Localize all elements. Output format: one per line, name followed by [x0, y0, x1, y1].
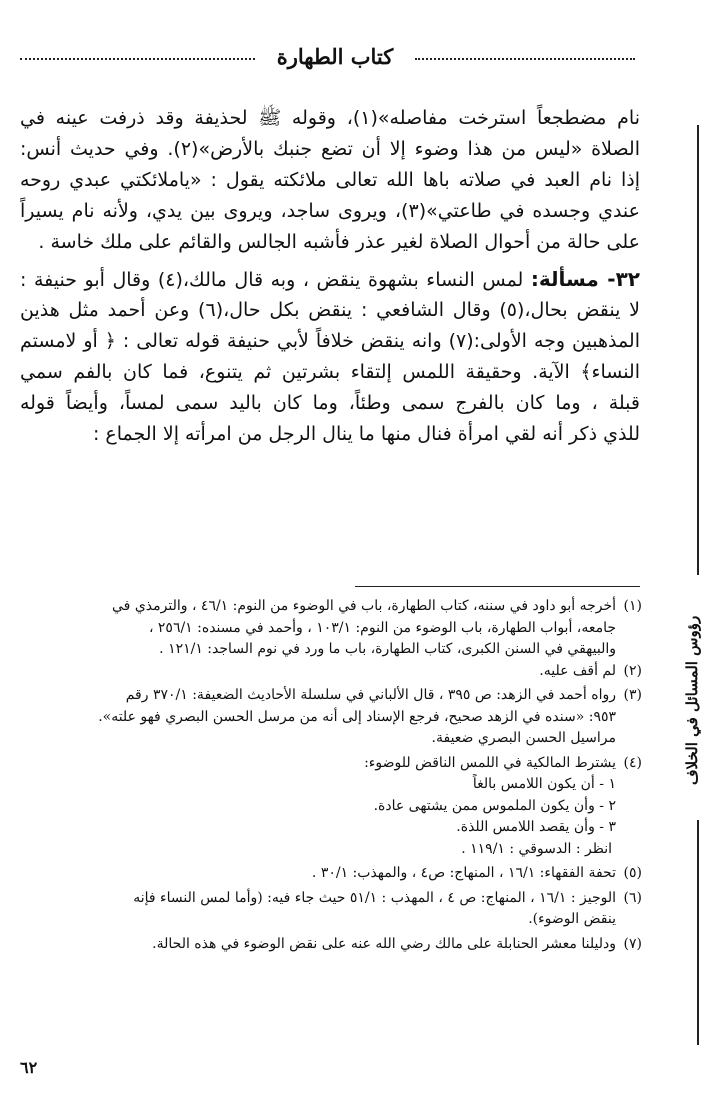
issue-label: ٣٢- مسألة: [530, 267, 640, 291]
footnote-text: يشترط المالكية في اللمس الناقض للوضوء: [364, 754, 616, 771]
footnote-4-condition: ١ - أن يكون اللامس بالغاً [472, 776, 616, 792]
footnote-1-cont: والبيهقي في السنن الكبرى، كتاب الطهارة، باب ما ورد في نوم الساجد: ١٢١/١ . [159, 641, 616, 657]
text-line: للذي ذكر أنه لقي امرأة فنال منها ما ينال الرجل من امرأته إلا الجماع : [92, 423, 640, 445]
side-book-title: رؤوس المسائل في الخلاف [683, 615, 701, 785]
footnote-1-cont: جامعه، أبواب الطهارة، باب الوضوء من النوم: ١٠٣/١ ، وأحمد في مسنده: ٢٥٦/١ ، [148, 619, 616, 636]
footnote-6-cont: ينقض الوضوء). [528, 911, 616, 927]
text-line: قبلة ، وما كان بالفرج سمى وطئاً، وما كان باليد سمى لمساً، وأيضاً قوله [20, 392, 640, 414]
side-rule-top [697, 125, 699, 575]
header-rule-left [20, 58, 255, 60]
issue-heading-line [20, 264, 640, 295]
footnote-number: (٢) [623, 662, 642, 679]
footnote-4-condition: ٢ - وأن يكون الملموس ممن يشتهى عادة. [373, 797, 616, 814]
side-rule-bottom [697, 820, 699, 1045]
text-line: إذا نام العبد في صلاته باها الله تعالى ملائكته يقول : «ياملائكتي عبدي روحه [20, 169, 640, 191]
footnote-3-cont: مراسيل الحسن البصري ضعيفة. [431, 730, 616, 746]
footnote-number: (٤) [623, 754, 642, 771]
footnote-number: (٣) [623, 687, 642, 703]
running-header-title: كتاب الطهارة [276, 44, 394, 69]
footnote-6 [20, 888, 642, 910]
footnote-text: أخرجه أبو داود في سننه، كتاب الطهارة، باب في الوضوء من النوم: ٤٦/١ ، والترمذي في [112, 598, 616, 614]
footnote-7 [20, 934, 642, 956]
footnote-4-condition: ٣ - وأن يقصد اللامس اللذة. [456, 819, 616, 835]
text-line: على حالة من أحوال الصلاة لغير عذر فأشبه الجالس والقائم على ملك خاسة . [38, 231, 640, 253]
header-rule-right [415, 58, 635, 60]
page-number: ٦٢ [20, 1058, 38, 1077]
footnote-3-cont: ٩٥٣: «سنده في الزهد صحيح، فرجع الإسناد إلى أنه من مرسل الحسن البصري فهو علته». [98, 708, 616, 725]
footnote-separator [355, 586, 640, 587]
footnote-text: رواه أحمد في الزهد: ص ٣٩٥ ، قال الألباني في سلسلة الأحاديث الضعيفة: ٣٧٠/١ رقم [125, 687, 616, 703]
footnote-text: الوجيز : ١٦/١ ، المنهاج: ص ٤ ، المهذب : ٥١/١ حيث جاء فيه: (وأما لمس النساء فإنه [133, 889, 616, 906]
text-line: النساء﴾ الآية. وحقيقة اللمس إلتقاء بشرتين ثم يتنوع، فما كان بالفم سمي [20, 361, 640, 383]
text-line: لا ينقض بحال،(٥) وقال الشافعي : ينقض بكل حال،(٦) وعن أحمد مثل هذين [20, 299, 640, 321]
text-line: نام مضطجعاً استرخت مفاصله»(١)، وقوله ﷺ لحذيفة وقد ذرفت عينه في [20, 107, 640, 129]
text-line: المذهبين وجه الأولى:(٧) وانه ينقض خلافاً لأبي حنيفة قوله تعالى : ﴿ أو لامستم [20, 330, 640, 352]
footnote-number: (٧) [623, 935, 642, 952]
footnote-5 [20, 863, 642, 885]
footnote-number: (٦) [623, 889, 642, 906]
text-line: عندي وجسده في طاعتي»(٣)، ويروى ساجد، ويروى بين يدي، ولأنه نام يسيراً [20, 200, 640, 222]
footnote-1 [20, 596, 642, 618]
issue-first-text: لمس النساء بشهوة ينقض ، وبه قال مالك،(٤) وقال أبو حنيفة : [20, 269, 524, 291]
footnote-2 [20, 661, 642, 683]
main-text [20, 103, 640, 450]
text-line: الصلاة «ليس من هذا وضوء إلا أن تضع جنبك بالأرض»(٢). وفي حديث أنس: [20, 138, 640, 160]
footnotes [20, 596, 642, 955]
footnote-text: لم أقف عليه. [539, 662, 616, 679]
footnote-4-reference: انظر : الدسوقي : ١١٩/١ . [461, 840, 612, 857]
footnote-number: (١) [623, 598, 642, 614]
footnote-number: (٥) [623, 865, 642, 881]
footnote-4 [20, 753, 642, 775]
footnote-text: تحفة الفقهاء: ١٦/١ ، المنهاج: ص٤ ، والمهذب: ٣٠/١ . [311, 865, 616, 881]
footnote-3 [20, 685, 642, 707]
footnote-text: ودليلنا معشر الحنابلة على مالك رضي الله عنه على نقض الوضوء في هذه الحالة. [152, 935, 616, 952]
